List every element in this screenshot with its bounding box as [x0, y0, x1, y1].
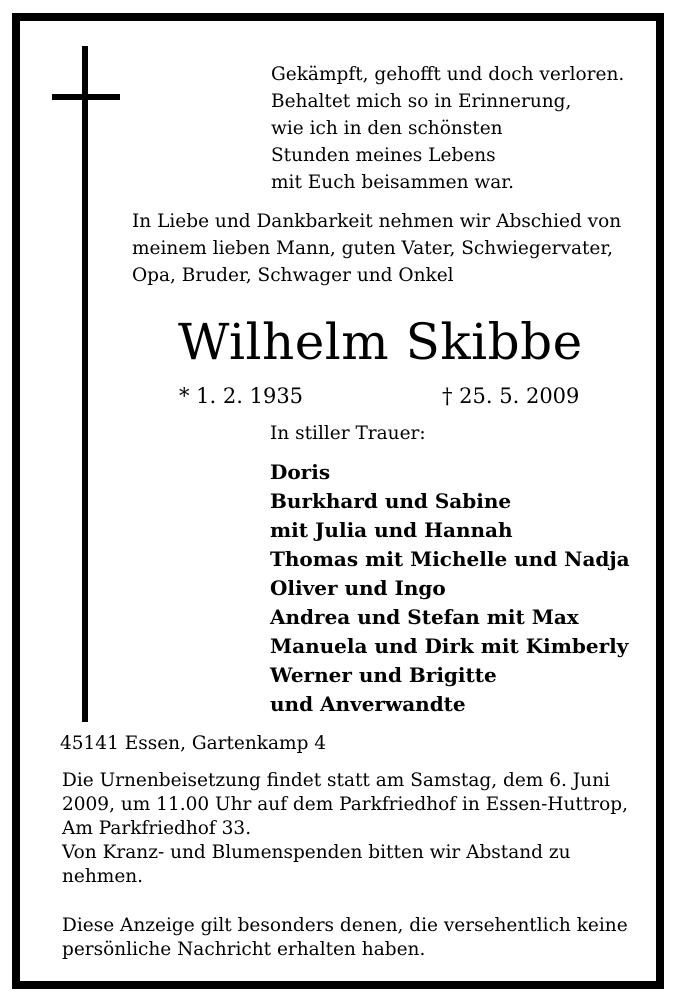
funeral-line: Von Kranz- und Blumenspenden bitten wir Abstand zu — [62, 842, 571, 863]
funeral-line: 2009, um 11.00 Uhr auf dem Parkfriedhof in Essen-Huttrop, — [62, 794, 628, 815]
family-member: Oliver und Ingo — [270, 576, 446, 600]
intro-line: meinem lieben Mann, guten Vater, Schwiegervater, — [132, 238, 614, 259]
family-member: Burkhard und Sabine — [270, 489, 512, 513]
family-member: mit Julia und Hannah — [270, 518, 513, 542]
birth-date: * 1. 2. 1935 — [179, 384, 304, 408]
notice-line: Diese Anzeige gilt besonders denen, die versehentlich keine — [62, 915, 628, 936]
family-member: Thomas mit Michelle und Nadja — [270, 547, 630, 571]
notice-line: persönliche Nachricht erhalten haben. — [62, 939, 426, 960]
funeral-info — [62, 769, 628, 889]
family-member: und Anverwandte — [270, 692, 466, 716]
family-member: Doris — [270, 460, 331, 484]
intro-text — [132, 208, 621, 289]
funeral-line: Am Parkfriedhof 33. — [62, 818, 252, 839]
death-date: † 25. 5. 2009 — [442, 384, 580, 408]
mourning-label: In stiller Trauer: — [270, 423, 426, 444]
poem-line: wie ich in den schönsten — [271, 118, 503, 139]
intro-line: In Liebe und Dankbarkeit nehmen wir Abschied von — [132, 211, 622, 232]
poem-line: Gekämpft, gehofft und doch verloren. — [271, 64, 625, 85]
family-list — [270, 458, 630, 719]
intro-line: Opa, Bruder, Schwager und Onkel — [132, 265, 454, 286]
funeral-line: nehmen. — [62, 866, 144, 887]
poem-line: Stunden meines Lebens — [271, 145, 496, 166]
cross-icon — [82, 46, 88, 722]
family-member: Andrea und Stefan mit Max — [270, 605, 579, 629]
poem-line: mit Euch beisammen war. — [271, 172, 514, 193]
address: 45141 Essen, Gartenkamp 4 — [60, 733, 327, 754]
family-member: Werner und Brigitte — [270, 663, 497, 687]
poem — [271, 61, 624, 196]
family-member: Manuela und Dirk mit Kimberly — [270, 634, 629, 658]
cross-icon-bar — [52, 94, 120, 100]
deceased-name: Wilhelm Skibbe — [178, 313, 583, 371]
funeral-line: Die Urnenbeisetzung findet statt am Samstag, dem 6. Juni — [62, 770, 610, 791]
poem-line: Behaltet mich so in Erinnerung, — [271, 91, 572, 112]
notice — [62, 914, 628, 962]
